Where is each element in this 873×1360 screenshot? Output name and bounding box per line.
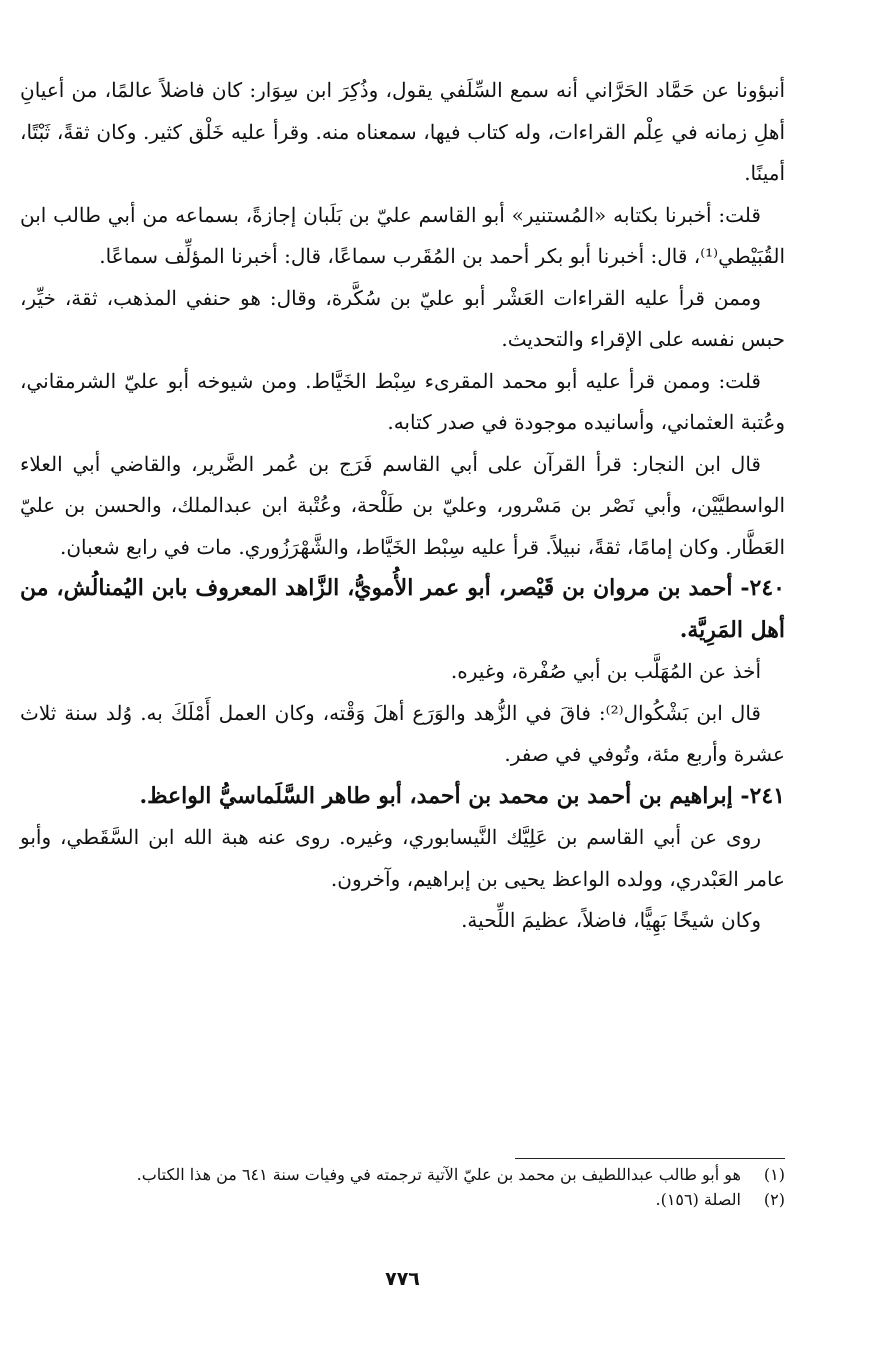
paragraph-description: وكان شيخًا بَهِيًّا، فاضلاً، عظيمَ اللِّحية.	[461, 908, 761, 932]
footnote-2-number: (٢)	[763, 1190, 785, 1209]
paragraph-ibn-najjar: قال ابن النجار: قرأ القرآن على أبي القاسم فَرَج بن عُمر الضَّرير، والقاضي أبي العلاء الواسطيَّيْن، وأبي نَصْر بن مَسْرور، وعليّ بن طَلْحة، وعُتْبة ابن عبدالملك، والحسن بن عليّ العَطَّار. وكان إمامًا، ثقةً، نبيلاً. قرأ عليه سِبْط الخَيَّاط، والشَّهْرَزُوري. مات في رابع شعبان.	[20, 451, 785, 559]
footnote-2-text: الصلة (١٥٦).	[655, 1190, 741, 1209]
footnote-2	[20, 1187, 785, 1212]
paragraph-sibt-khayyat: قلت: وممن قرأ عليه أبو محمد المقرىء سِبْط الخَيَّاط. ومن شيوخه أبو عليّ الشرمقاني، وعُتبة العثماني، وأسانيده موجودة في صدر كتابه.	[20, 368, 785, 434]
paragraph-ibn-sukkara: وممن قرأ عليه القراءات العَشْر أبو عليّ بن سُكَّرة، وقال: هو حنفي المذهب، ثقة، خيِّر، حبس نفسه على الإقراء والتحديث.	[20, 285, 785, 351]
footnote-1-text: هو أبو طالب عبداللطيف بن محمد بن عليّ الآتية ترجمته في وفيات سنة ٦٤١ من هذا الكتاب.	[136, 1165, 741, 1184]
paragraph-mustanir-chain: قلت: أخبرنا بكتابه «المُستنير» أبو القاسم عليّ بن بَلَبان إجازةً، بسماعه من أبي طالب ابن القُبَيْطي⁽¹⁾، قال: أخبرنا أبو بكر أحمد بن المُقَرب سماعًا، قال: أخبرنا المؤلِّف سماعًا.	[20, 202, 785, 268]
paragraph-ibn-sawwar: أنبؤونا عن حَمَّاد الحَرَّاني أنه سمع السِّلَفي يقول، وذُكِرَ ابن سِوَار: كان فاضلاً عالمًا، من أعيانِ أهلِ زمانه في عِلْم القراءات، وله كتاب فيها، سمعناه منه. وقرأ عليه خَلْق كثير. وكان ثقةً، ثَبْتًا، أمينًا.	[20, 78, 785, 185]
footnote-1-number: (١)	[763, 1165, 785, 1184]
paragraph-ibn-bashkuwal: قال ابن بَشْكُوال⁽²⁾: فاقَ في الزُّهد والوَرَع أهلَ وَقْته، وكان العمل أَمْلَكَ به. وُلد سنة ثلاث عشرة وأربع مئة، وتُوفي في صفر.	[20, 700, 785, 766]
book-page	[20, 70, 785, 1360]
entry-heading-241: ٢٤١- إبراهيم بن أحمد بن محمد بن أحمد، أبو طاهر السَّلَماسيُّ الواعظ.	[139, 782, 785, 809]
page-number: ٧٧٦	[385, 1268, 420, 1290]
footnotes	[20, 1162, 785, 1212]
main-text	[20, 70, 785, 942]
footnote-1	[20, 1162, 785, 1187]
footnote-divider	[515, 1158, 785, 1159]
paragraph-muhallab: أخذ عن المُهَلَّب بن أبي صُفْرة، وغيره.	[450, 659, 761, 683]
entry-heading-240: ٢٤٠- أحمد بن مروان بن قَيْصر، أبو عمر الأُمويُّ، الزَّاهد المعروف بابن اليُمنالُش، من أهل المَرِيَّة.	[20, 575, 785, 643]
paragraph-narrators: روى عن أبي القاسم بن عَلِيَّك النَّيسابوري، وغيره. روى عنه هبة الله ابن السَّقَطي، وأبو عامر العَبْدري، وولده الواعظ يحيى بن إبراهيم، وآخرون.	[20, 825, 785, 891]
